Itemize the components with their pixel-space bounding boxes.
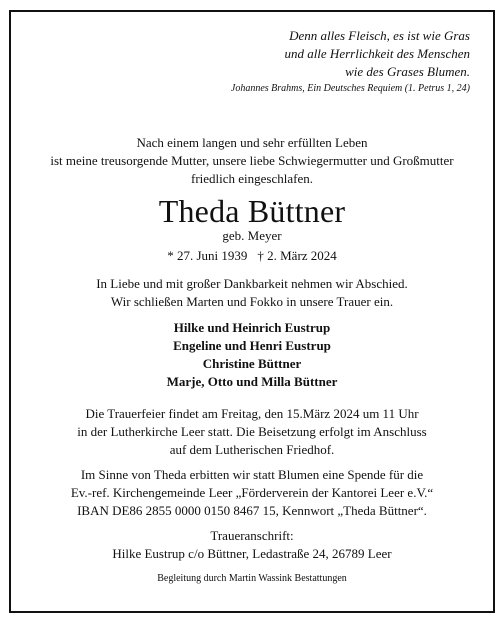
mourning-address [0,527,504,563]
mourner-name: Christine Büttner [202,356,302,371]
mourner-name: Engeline und Henri Eustrup [173,338,331,353]
epigraph-source: Johannes Brahms, Ein Deutsches Requiem (1. Petrus 1, 24) [230,83,470,94]
donation-line: Im Sinne von Theda erbitten wir statt Blumen eine Spende für die [80,467,424,482]
notice-border [9,10,495,613]
birth-date: * 27. Juni 1939 [167,248,248,263]
intro-line: ist meine treusorgende Mutter, unsere liebe Schwiegermutter und Großmutter [50,153,454,168]
donation-line: Ev.-ref. Kirchengemeinde Leer „Förderverein der Kantorei Leer e.V.“ [70,485,434,500]
mourner-name: Marje, Otto und Milla Büttner [166,374,338,389]
ceremony-info [0,405,504,459]
donation-info [0,466,504,520]
birth-name: geb. Meyer [222,228,282,243]
ceremony-line: in der Lutherkirche Leer statt. Die Beisetzung erfolgt im Anschluss [77,424,427,439]
epigraph-line: Denn alles Fleisch, es ist wie Gras [289,28,470,43]
epigraph-line: und alle Herrlichkeit des Menschen [284,46,470,61]
intro-line: Nach einem langen und sehr erfüllten Leben [136,135,368,150]
farewell-text [0,275,504,311]
deceased-name: Theda Büttner [158,193,346,229]
death-date: † 2. März 2024 [257,248,337,263]
intro-line: friedlich eingeschlafen. [191,171,313,186]
intro-text [0,134,504,188]
mourner-name: Hilke und Heinrich Eustrup [173,320,331,335]
epigraph [231,27,470,96]
ceremony-line: auf dem Lutherischen Friedhof. [169,442,335,457]
ceremony-line: Die Trauerfeier findet am Freitag, den 15.März 2024 um 11 Uhr [85,406,419,421]
farewell-line: Wir schließen Marten und Fokko in unsere Trauer ein. [110,294,394,309]
life-dates [0,248,504,264]
donation-line: IBAN DE86 2855 0000 0150 8467 15, Kennwort „Theda Büttner“. [77,503,427,518]
undertaker-credit: Begleitung durch Martin Wassink Bestattungen [157,573,347,584]
mourners-list [0,319,504,391]
address-label: Traueranschrift: [210,528,294,543]
farewell-line: In Liebe und mit großer Dankbarkeit nehmen wir Abschied. [96,276,408,291]
epigraph-line: wie des Grases Blumen. [345,64,470,79]
address-value: Hilke Eustrup c/o Büttner, Ledastraße 24, 26789 Leer [112,546,392,561]
